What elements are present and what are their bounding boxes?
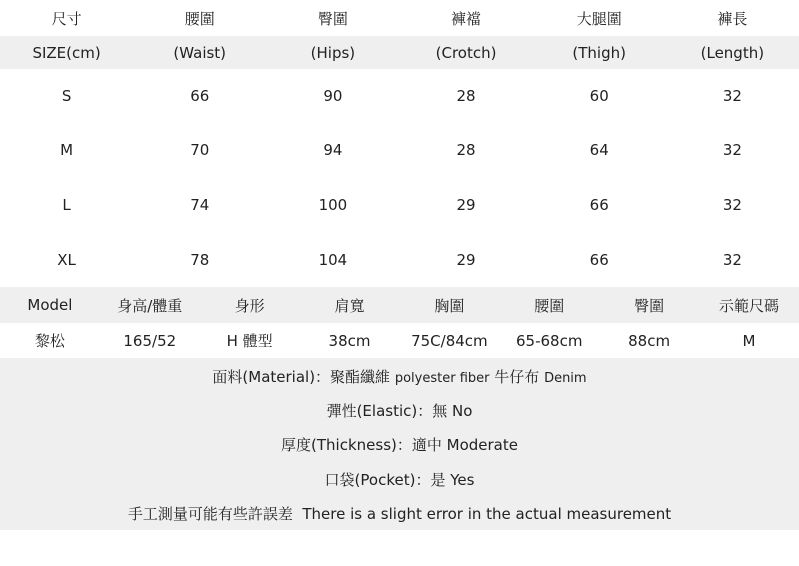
thickness-text: 厚度(Thickness)：適中 Moderate [281, 436, 518, 454]
header-height-weight: 身高/體重 [117, 296, 183, 315]
material-en: polyester fiber [394, 371, 490, 386]
thigh-cell: 60 [589, 87, 609, 105]
hips-cell: 100 [318, 196, 348, 214]
header-waist-en: (Waist) [173, 43, 227, 62]
material-label: 面料(Material)：聚酯纖維 [212, 368, 391, 386]
length-cell: 32 [722, 196, 742, 214]
table-row [0, 233, 799, 287]
table-row [0, 123, 799, 177]
header-hips-en: (Hips) [310, 43, 356, 62]
model-waist: 65-68cm [516, 331, 583, 350]
thigh-cell: 64 [589, 141, 609, 159]
size-table-header-en [0, 36, 799, 69]
model-hips: 88cm [628, 331, 671, 350]
note-text: 手工測量可能有些許誤差 There is a slight error in the actual measurement [127, 505, 672, 523]
header-crotch-zh: 褲襠 [451, 9, 482, 28]
pocket-text: 口袋(Pocket)：是 Yes [324, 471, 475, 489]
length-cell: 32 [722, 251, 742, 269]
size-cell: S [61, 87, 72, 105]
length-cell: 32 [722, 87, 742, 105]
model-shoulder: 38cm [328, 331, 371, 350]
hips-cell: 104 [318, 251, 348, 269]
waist-cell: 78 [190, 251, 210, 269]
header-shoulder: 肩寬 [334, 296, 365, 315]
hips-cell: 94 [323, 141, 343, 159]
elastic-text: 彈性(Elastic)：無 No [326, 402, 473, 420]
table-row [0, 178, 799, 232]
material-extra-en: Denim [544, 371, 587, 386]
model-demo-size: M [742, 331, 756, 350]
thigh-cell: 66 [589, 196, 609, 214]
header-length-en: (Length) [700, 43, 765, 62]
model-row [0, 323, 799, 358]
model-body-shape: H 體型 [226, 332, 273, 350]
material-extra-zh: 牛仔布 [494, 368, 540, 386]
header-crotch-en: (Crotch) [435, 43, 497, 62]
crotch-cell: 29 [456, 196, 476, 214]
waist-cell: 66 [190, 87, 210, 105]
crotch-cell: 28 [456, 87, 476, 105]
measurement-note [0, 496, 799, 531]
crotch-cell: 28 [456, 141, 476, 159]
model-height-weight: 165/52 [123, 331, 177, 350]
waist-cell: 74 [190, 196, 210, 214]
header-size-en: SIZE(cm) [32, 43, 101, 62]
thickness-line [0, 427, 799, 462]
header-size-zh: 尺寸 [51, 9, 82, 28]
size-table-header-zh [0, 0, 799, 36]
pocket-line [0, 462, 799, 497]
elastic-line [0, 393, 799, 428]
header-model: Model [27, 296, 73, 314]
length-cell: 32 [722, 141, 742, 159]
header-length-zh: 褲長 [717, 9, 748, 28]
material-line [0, 359, 799, 394]
table-row [0, 69, 799, 123]
size-cell: L [62, 196, 71, 214]
header-demo-size: 示範尺碼 [718, 296, 779, 315]
model-name: 黎松 [34, 332, 65, 350]
waist-cell: 70 [190, 141, 210, 159]
header-body-shape: 身形 [234, 296, 265, 315]
crotch-cell: 29 [456, 251, 476, 269]
header-hips: 臀圍 [634, 296, 665, 315]
header-bust: 胸圍 [434, 296, 465, 315]
header-thigh-zh: 大腿圍 [576, 9, 622, 28]
model-bust: 75C/84cm [411, 331, 488, 350]
hips-cell: 90 [323, 87, 343, 105]
header-waist: 腰圍 [534, 296, 565, 315]
size-cell: M [60, 141, 74, 159]
header-hips-zh: 臀圍 [317, 9, 348, 28]
model-table-header [0, 287, 799, 323]
thigh-cell: 66 [589, 251, 609, 269]
header-waist-zh: 腰圍 [184, 9, 215, 28]
header-thigh-en: (Thigh) [572, 43, 626, 62]
size-cell: XL [57, 251, 76, 269]
